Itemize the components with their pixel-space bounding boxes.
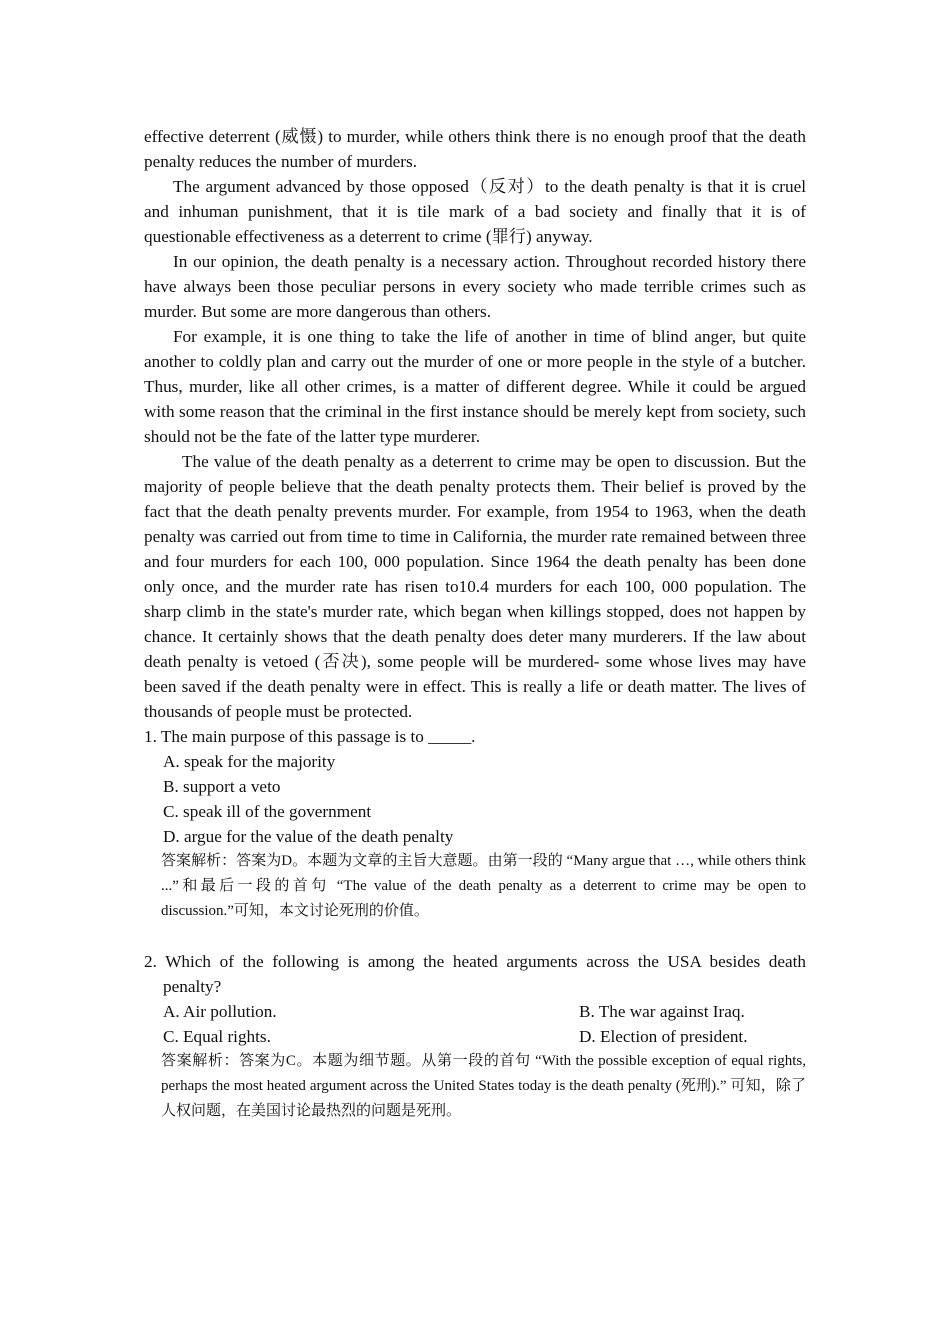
question-1 — [144, 724, 806, 924]
passage-paragraph-2: The argument advanced by those opposed（反对）to the death penalty is that it is cruel and inhuman punishment, that it is tile mark of a bad society and finally that it is of questionable effectiveness as a deterrent to crime (罪行) anyway. — [144, 177, 806, 246]
question-1-analysis: 答案解析：答案为D。本题为文章的主旨大意题。由第一段的 “Many argue that …, while others think ...”和最后一段的首句 “The value of the death penalty as a deterrent to crime may be open to discussion.”可知，本文讨论死刑的价值。 — [161, 853, 806, 919]
question-2-options-row-1 — [144, 999, 806, 1024]
question-1-option-d: D. argue for the value of the death penalty — [163, 827, 454, 846]
passage-paragraph-5: The value of the death penalty as a deterrent to crime may be open to discussion. But the majority of people believe that the death penalty protects them. Their belief is proved by the fact that the death penalty prevents murder. For example, from 1954 to 1963, when the death penalty was carried out from time to time in California, the murder rate remained between three and four murders for each 100, 000 population. Since 1964 the death penalty has been done only once, and the murder rate has risen to10.4 murders for each 100, 000 population. The sharp climb in the state's murder rate, which began when killings stopped, does not happen by chance. It certainly shows that the death penalty does deter many murderers. If the law about death penalty is vetoed (否决), some people will be murdered- some whose lives may have been saved if the death penalty were in effect. This is really a life or death matter. The lives of thousands of people must be protected. — [144, 452, 806, 721]
question-2-option-d: D. Election of president. — [579, 1027, 748, 1046]
question-1-stem: 1. The main purpose of this passage is to _____. — [144, 727, 476, 746]
question-2-stem: 2. Which of the following is among the heated arguments across the USA besides death penalty? — [144, 952, 806, 996]
passage-paragraph-4: For example, it is one thing to take the life of another in time of blind anger, but quite another to coldly plan and carry out the murder of one or more people in the style of a butcher. Thus, murder, like all other crimes, is a matter of different degree. While it could be argued with some reason that the criminal in the first instance should be merely kept from society, such should not be the fate of the latter type murderer. — [144, 327, 806, 446]
question-2-options-row-2 — [144, 1024, 806, 1049]
passage-paragraph-1: effective deterrent (威慑) to murder, while others think there is no enough proof that the death penalty reduces the number of murders. — [144, 127, 806, 171]
passage-paragraph-3: In our opinion, the death penalty is a necessary action. Throughout recorded history there have always been those peculiar persons in every society who made terrible crimes such as murder. But some are more dangerous than others. — [144, 252, 806, 321]
spacer — [144, 924, 806, 949]
question-2-option-c: C. Equal rights. — [163, 1027, 271, 1046]
question-1-option-a: A. speak for the majority — [163, 752, 336, 771]
question-2-option-b: B. The war against Iraq. — [579, 1002, 745, 1021]
document-page — [144, 124, 806, 1124]
question-2-option-a: A. Air pollution. — [163, 1002, 277, 1021]
question-2 — [144, 949, 806, 1124]
question-2-analysis: 答案解析：答案为C。本题为细节题。从第一段的首句 “With the possible exception of equal rights, perhaps the most heated argument across the United States today is the death penalty (死刑).” 可知，除了人权问题，在美国讨论最热烈的问题是死刑。 — [161, 1053, 806, 1119]
question-1-option-c: C. speak ill of the government — [163, 802, 372, 821]
question-1-option-b: B. support a veto — [163, 777, 281, 796]
